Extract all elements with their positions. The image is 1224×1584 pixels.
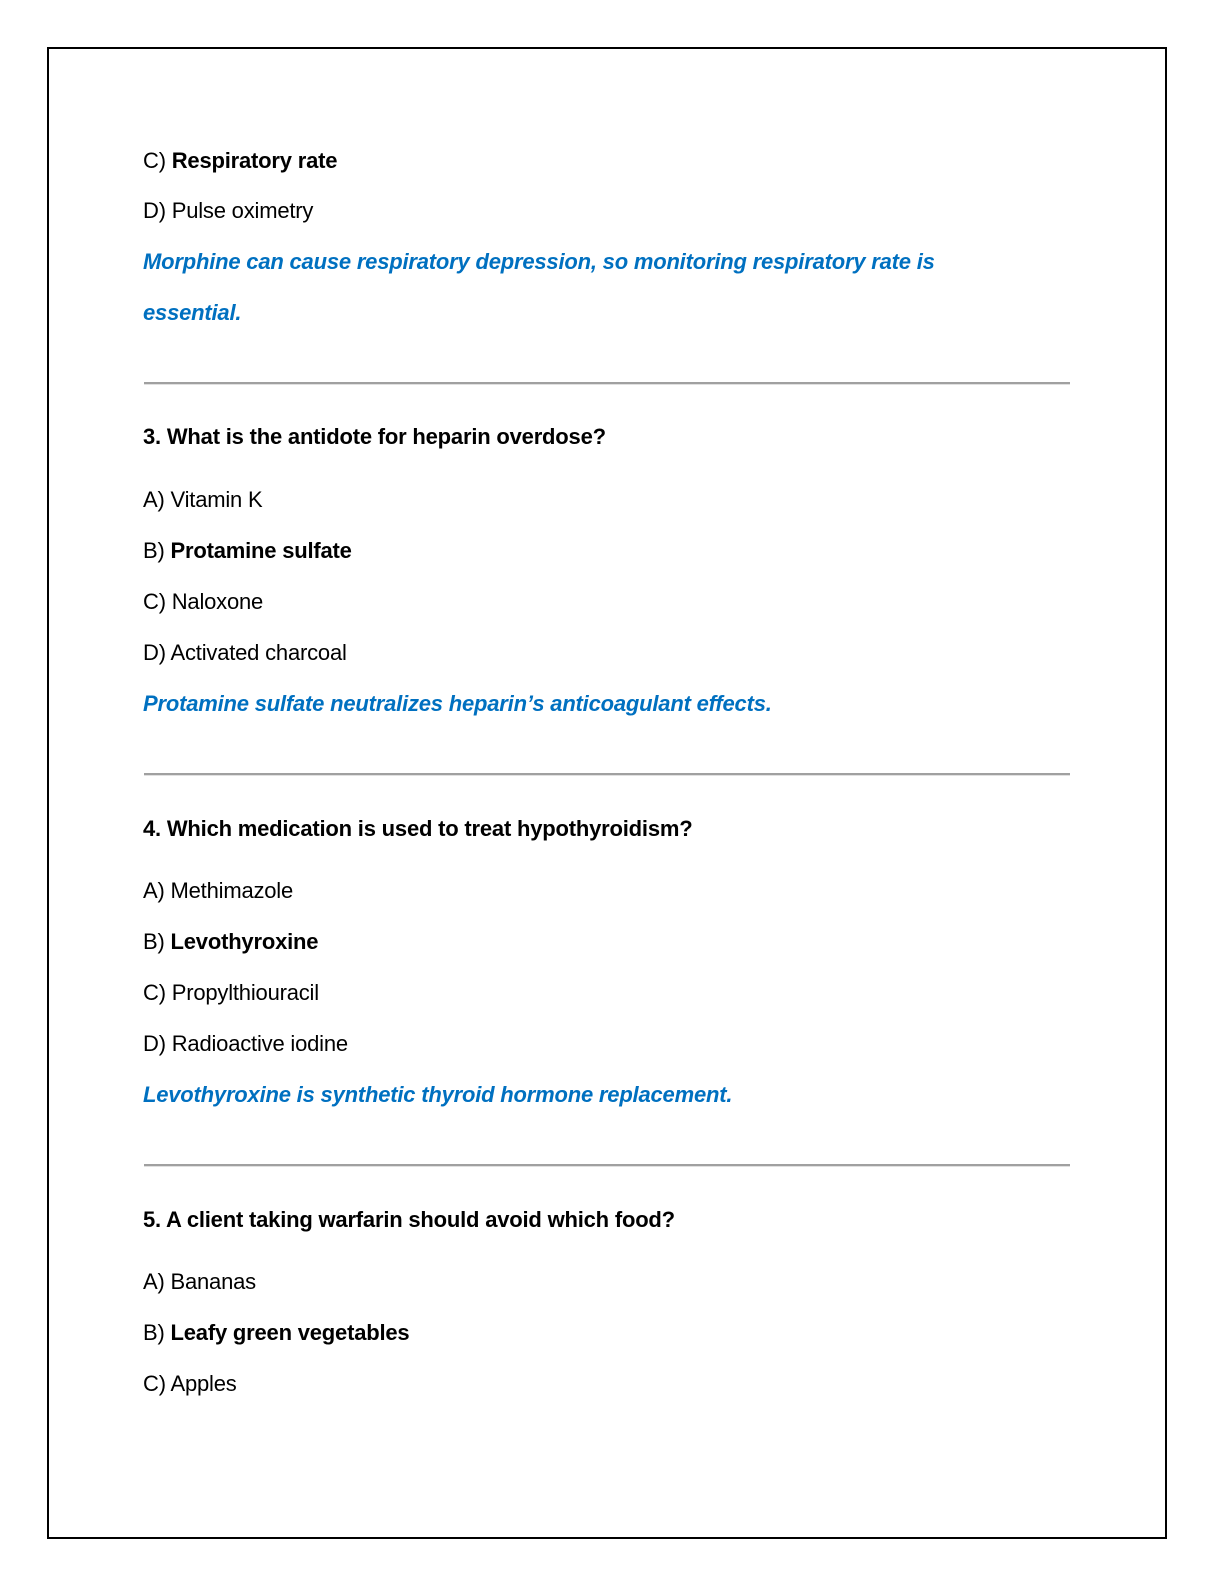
q3-heading: 3. What is the antidote for heparin overdose? (143, 424, 606, 449)
q5-heading: 5. A client taking warfarin should avoid which food? (143, 1207, 675, 1232)
option-prefix: A) (143, 878, 171, 903)
option-text-correct: Levothyroxine (170, 929, 319, 954)
q2-option-c (143, 147, 337, 175)
q3-option-d (143, 639, 347, 667)
option-text: Pulse oximetry (171, 198, 314, 223)
q5-option-a (143, 1268, 256, 1296)
option-prefix: A) (143, 1269, 171, 1294)
q2-explanation-line2: essential. (143, 300, 242, 325)
option-prefix: C) (143, 589, 172, 614)
option-prefix: D) (143, 1031, 172, 1056)
option-text: Methimazole (170, 878, 294, 903)
option-text: Propylthiouracil (171, 980, 319, 1005)
option-text: Bananas (170, 1269, 256, 1294)
option-prefix: B) (143, 538, 171, 563)
option-prefix: C) (143, 148, 172, 173)
option-text: Activated charcoal (170, 640, 347, 665)
q4-option-a (143, 877, 293, 905)
option-prefix: C) (143, 1371, 171, 1396)
q4-option-b (143, 928, 318, 956)
option-prefix: B) (143, 929, 171, 954)
option-text: Radioactive iodine (171, 1031, 348, 1056)
q2-explanation-line1: Morphine can cause respiratory depression, so monitoring respiratory rate is (143, 249, 935, 274)
divider (144, 773, 1070, 776)
q5-option-c (143, 1370, 237, 1398)
q4-option-d (143, 1030, 348, 1058)
q4-explanation: Levothyroxine is synthetic thyroid hormone replacement. (143, 1082, 733, 1107)
option-prefix: B) (143, 1320, 171, 1345)
q4-heading: 4. Which medication is used to treat hypothyroidism? (143, 816, 693, 841)
option-prefix: D) (143, 198, 172, 223)
q2-option-d (143, 197, 313, 225)
option-text-correct: Protamine sulfate (170, 538, 352, 563)
divider (144, 382, 1070, 385)
option-text: Vitamin K (170, 487, 263, 512)
q3-option-b (143, 537, 352, 565)
q3-explanation: Protamine sulfate neutralizes heparin’s anticoagulant effects. (143, 691, 772, 716)
q3-option-c (143, 588, 263, 616)
q4-option-c (143, 979, 319, 1007)
option-text: Apples (170, 1371, 237, 1396)
option-text-correct: Leafy green vegetables (170, 1320, 410, 1345)
divider (144, 1164, 1070, 1167)
option-prefix: C) (143, 980, 172, 1005)
q3-option-a (143, 486, 262, 514)
q5-option-b (143, 1319, 409, 1347)
option-prefix: D) (143, 640, 171, 665)
option-text: Naloxone (171, 589, 264, 614)
option-text-correct: Respiratory rate (171, 148, 338, 173)
option-prefix: A) (143, 487, 171, 512)
